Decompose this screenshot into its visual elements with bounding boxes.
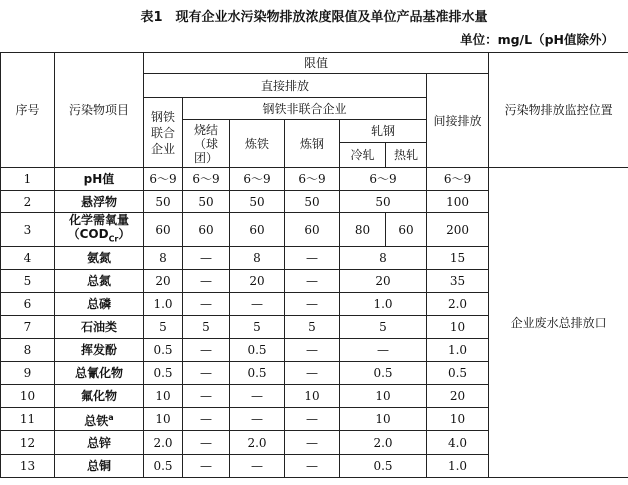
header-ironmaking: 炼铁 <box>230 120 285 168</box>
cell-rolling: 20 <box>340 270 427 293</box>
cell-pollutant: 总氰化物 <box>55 362 144 385</box>
cod-close: ） <box>118 227 131 241</box>
cell-integrated: 10 <box>144 385 183 408</box>
cell-integrated: 6～9 <box>144 168 183 191</box>
footnote-marker: a <box>108 412 114 422</box>
cod-open: （COD <box>67 227 109 241</box>
cell-indirect: 6～9 <box>427 168 489 191</box>
cell-steelmaking: — <box>285 362 340 385</box>
cell-ironmaking: — <box>230 293 285 316</box>
cell-pollutant: 总铜 <box>55 455 144 478</box>
cell-pollutant <box>55 213 144 247</box>
header-direct: 直接排放 <box>144 74 427 98</box>
cell-rolling: 0.5 <box>340 455 427 478</box>
header-rolling: 轧钢 <box>340 120 427 143</box>
cell-ironmaking: 8 <box>230 247 285 270</box>
cell-sintering: — <box>183 362 230 385</box>
cell-pollutant: 氟化物 <box>55 385 144 408</box>
cell-steelmaking: 60 <box>285 213 340 247</box>
cell-ironmaking: — <box>230 455 285 478</box>
cell-integrated: 2.0 <box>144 431 183 455</box>
cell-hot-rolling: 60 <box>386 213 427 247</box>
cell-integrated: 60 <box>144 213 183 247</box>
cell-integrated: 5 <box>144 316 183 339</box>
cell-ironmaking: 6～9 <box>230 168 285 191</box>
cell-rolling: 8 <box>340 247 427 270</box>
cell-pollutant: 挥发酚 <box>55 339 144 362</box>
cell-no: 1 <box>1 168 55 191</box>
table-title: 表1 现有企业水污染物排放浓度限值及单位产品基准排水量 <box>140 10 488 25</box>
cell-ironmaking: 60 <box>230 213 285 247</box>
pollutant-limits-table <box>0 52 628 478</box>
header-sintering <box>183 120 230 168</box>
header-sintering-text: 烧结（球团） <box>193 122 218 165</box>
cell-sintering: 50 <box>183 191 230 213</box>
cell-sintering: 6～9 <box>183 168 230 191</box>
cell-indirect: 100 <box>427 191 489 213</box>
cell-steelmaking: — <box>285 247 340 270</box>
cell-indirect: 0.5 <box>427 362 489 385</box>
cell-no: 13 <box>1 455 55 478</box>
cell-no: 3 <box>1 213 55 247</box>
cell-steelmaking: — <box>285 270 340 293</box>
cell-sintering: — <box>183 385 230 408</box>
cell-indirect: 2.0 <box>427 293 489 316</box>
header-pollutant: 污染物项目 <box>55 53 144 168</box>
cell-pollutant: 总磷 <box>55 293 144 316</box>
cell-rolling: — <box>340 339 427 362</box>
cell-ironmaking: 50 <box>230 191 285 213</box>
cell-ironmaking: 5 <box>230 316 285 339</box>
cell-pollutant: 总氮 <box>55 270 144 293</box>
cell-indirect: 1.0 <box>427 455 489 478</box>
cell-no: 9 <box>1 362 55 385</box>
cell-sintering: — <box>183 431 230 455</box>
header-monitoring: 污染物排放监控位置 <box>489 53 628 168</box>
cell-integrated: 0.5 <box>144 339 183 362</box>
cell-integrated: 0.5 <box>144 455 183 478</box>
cell-pollutant <box>55 408 144 431</box>
cell-steelmaking: 10 <box>285 385 340 408</box>
cell-cold-rolling: 80 <box>340 213 386 247</box>
cell-steelmaking: — <box>285 293 340 316</box>
cell-indirect: 20 <box>427 385 489 408</box>
cell-indirect: 10 <box>427 408 489 431</box>
header-hot-rolling: 热轧 <box>386 143 427 168</box>
cell-no: 8 <box>1 339 55 362</box>
cell-pollutant-name: 总铁 <box>84 413 109 428</box>
cell-steelmaking: 5 <box>285 316 340 339</box>
cell-ironmaking: 20 <box>230 270 285 293</box>
cell-rolling: 0.5 <box>340 362 427 385</box>
cell-integrated: 1.0 <box>144 293 183 316</box>
cell-integrated: 50 <box>144 191 183 213</box>
cell-integrated: 0.5 <box>144 362 183 385</box>
header-integrated <box>144 98 183 168</box>
table-row <box>1 168 628 191</box>
cell-rolling: 10 <box>340 408 427 431</box>
cell-integrated: 10 <box>144 408 183 431</box>
cell-no: 12 <box>1 431 55 455</box>
cell-indirect: 4.0 <box>427 431 489 455</box>
cell-steelmaking: — <box>285 431 340 455</box>
cell-sintering: — <box>183 455 230 478</box>
cell-indirect: 15 <box>427 247 489 270</box>
cell-no: 7 <box>1 316 55 339</box>
header-non-integrated: 钢铁非联合企业 <box>183 98 427 120</box>
cell-integrated: 20 <box>144 270 183 293</box>
unit-note: 单位：mg/L（pH值除外） <box>460 32 614 47</box>
cell-indirect: 1.0 <box>427 339 489 362</box>
cell-sintering: — <box>183 270 230 293</box>
header-integrated-text: 钢铁联合企业 <box>150 109 175 156</box>
cell-steelmaking: 50 <box>285 191 340 213</box>
cell-monitoring-location: 企业废水总排放口 <box>489 168 628 478</box>
cell-pollutant-line1: 化学需氧量 <box>68 213 129 227</box>
header-limit: 限值 <box>144 53 489 74</box>
cell-ironmaking: 0.5 <box>230 362 285 385</box>
cell-pollutant: 悬浮物 <box>55 191 144 213</box>
cell-rolling: 1.0 <box>340 293 427 316</box>
cell-rolling: 5 <box>340 316 427 339</box>
cell-pollutant-line2 <box>55 227 143 246</box>
cell-rolling: 10 <box>340 385 427 408</box>
header-seq: 序号 <box>1 53 55 168</box>
header-cold-rolling: 冷轧 <box>340 143 386 168</box>
cell-sintering: — <box>183 247 230 270</box>
cell-rolling: 6～9 <box>340 168 427 191</box>
cell-no: 11 <box>1 408 55 431</box>
cell-steelmaking: 6～9 <box>285 168 340 191</box>
cell-steelmaking: — <box>285 339 340 362</box>
cell-no: 2 <box>1 191 55 213</box>
cell-sintering: — <box>183 339 230 362</box>
cell-steelmaking: — <box>285 408 340 431</box>
cell-rolling: 2.0 <box>340 431 427 455</box>
cell-pollutant: 总锌 <box>55 431 144 455</box>
cell-rolling: 50 <box>340 191 427 213</box>
header-indirect: 间接排放 <box>427 74 489 168</box>
cell-sintering: — <box>183 408 230 431</box>
cell-no: 10 <box>1 385 55 408</box>
cell-ironmaking: — <box>230 385 285 408</box>
cell-steelmaking: — <box>285 455 340 478</box>
cell-no: 6 <box>1 293 55 316</box>
cell-pollutant: 石油类 <box>55 316 144 339</box>
cell-sintering: 5 <box>183 316 230 339</box>
cell-indirect: 200 <box>427 213 489 247</box>
cell-indirect: 35 <box>427 270 489 293</box>
cell-ironmaking: 2.0 <box>230 431 285 455</box>
cell-ironmaking: 0.5 <box>230 339 285 362</box>
cell-pollutant: 氨氮 <box>55 247 144 270</box>
cell-no: 4 <box>1 247 55 270</box>
cell-ironmaking: — <box>230 408 285 431</box>
cell-no: 5 <box>1 270 55 293</box>
cell-sintering: — <box>183 293 230 316</box>
cell-indirect: 10 <box>427 316 489 339</box>
cell-integrated: 8 <box>144 247 183 270</box>
cell-pollutant: pH值 <box>55 168 144 191</box>
header-steelmaking: 炼钢 <box>285 120 340 168</box>
cell-sintering: 60 <box>183 213 230 247</box>
cod-subscript: Cr <box>108 234 119 244</box>
